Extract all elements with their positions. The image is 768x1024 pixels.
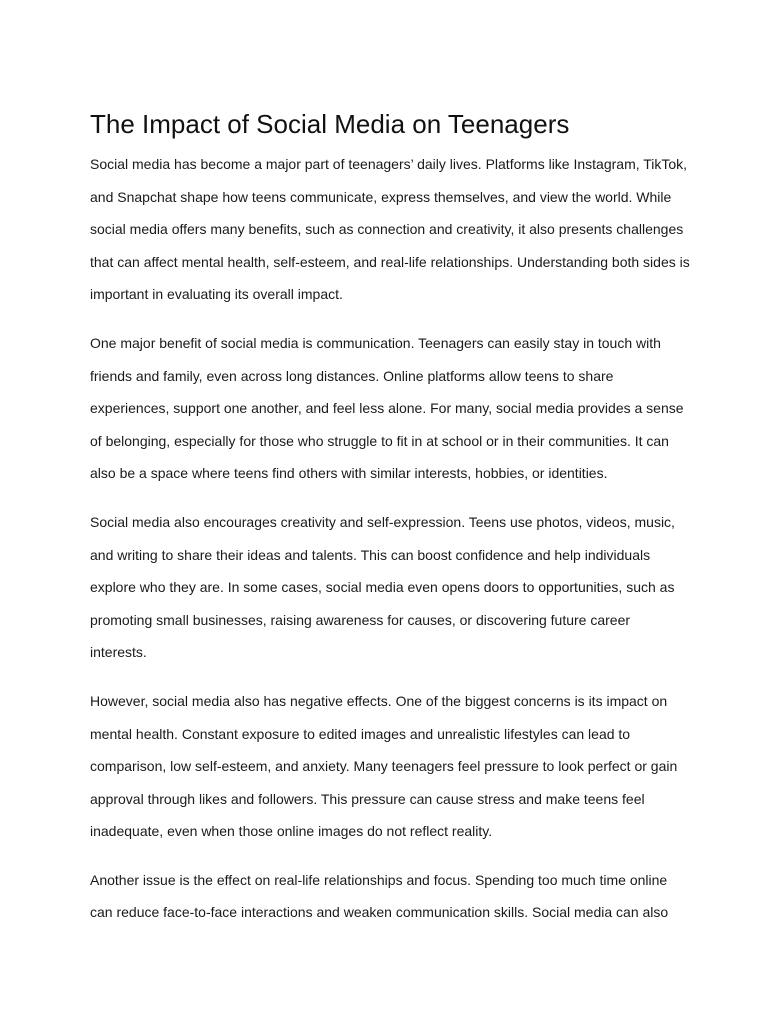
paragraph-creativity: Social media also encourages creativity and self-expression. Teens use photos, videos, music, and writing to share their ideas and talents. This can boost confidence and help individuals explore who they are. In some cases, social media even opens doors to opportunities, such as promoting small businesses, raising awareness for causes, or discovering future career interests. (90, 513, 675, 661)
paragraph-relationships: Another issue is the effect on real-life relationships and focus. Spending too much time online can reduce face-to-face interactions and weaken communication skills. Social media can also (90, 871, 669, 921)
paragraph-communication: One major benefit of social media is communication. Teenagers can easily stay in touch with friends and family, even across long distances. Online platforms allow teens to share experiences, support one another, and feel less alone. For many, social media provides a sense of belonging, especially for those who struggle to fit in at school or in their communities. It can also be a space where teens find others with similar interests, hobbies, or identities. (90, 334, 684, 482)
paragraph-intro: Social media has become a major part of teenagers’ daily lives. Platforms like Instagram, TikTok, and Snapchat shape how teens communicate, express themselves, and view the world. While social media offers many benefits, such as connection and creativity, it also presents challenges that can affect mental health, self-esteem, and real-life relationships. Understanding both sides is important in evaluating its overall impact. (90, 156, 690, 303)
paragraph-negative-effects: However, social media also has negative effects. One of the biggest concerns is its impact on mental health. Constant exposure to edited images and unrealistic lifestyles can lead to comparison, low self-esteem, and anxiety. Many teenagers feel pressure to look perfect or gain approval through likes and followers. This pressure can cause stress and make teens feel inadequate, even when those online images do not reflect reality. (90, 692, 678, 840)
document-title: The Impact of Social Media on Teenagers (90, 109, 570, 139)
document-body (90, 108, 690, 945)
